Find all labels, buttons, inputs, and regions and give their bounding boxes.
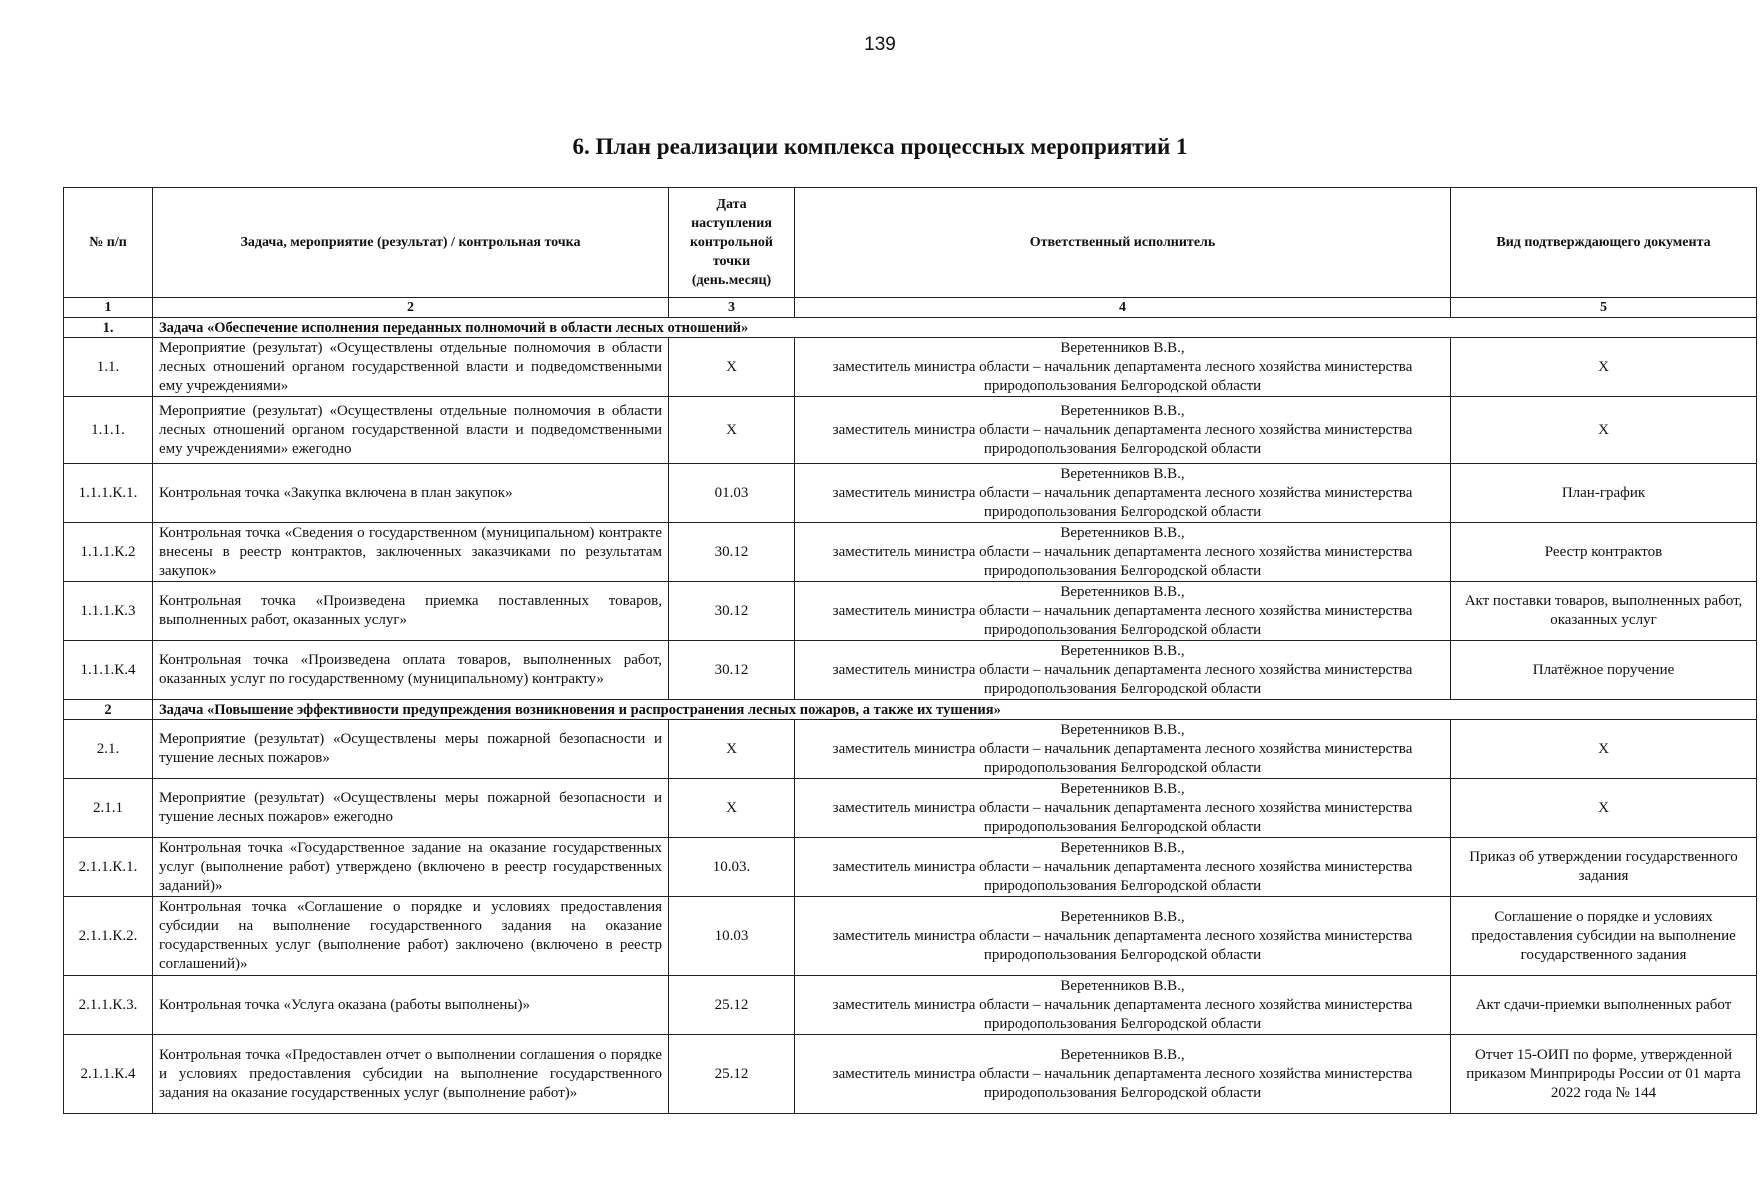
row-description: Контрольная точка «Услуга оказана (работы выполнены)» [153, 976, 669, 1035]
row-responsible [795, 838, 1451, 897]
table-row [64, 897, 1757, 976]
table-row [64, 641, 1757, 700]
row-number: 2.1.1.К.4 [64, 1035, 153, 1114]
row-number: 2.1.1.К.3. [64, 976, 153, 1035]
row-responsible [795, 464, 1451, 523]
header-task: Задача, мероприятие (результат) / контрольная точка [153, 188, 669, 298]
column-number: 5 [1451, 298, 1757, 318]
row-number: 1.1.1.К.2 [64, 523, 153, 582]
responsible-name: Веретенников В.В., [1060, 977, 1185, 994]
row-responsible [795, 976, 1451, 1035]
row-number: 1.1.1.К.1. [64, 464, 153, 523]
row-responsible [795, 338, 1451, 397]
table-row [64, 720, 1757, 779]
row-number: 2.1. [64, 720, 153, 779]
row-responsible [795, 523, 1451, 582]
task-row [64, 318, 1757, 338]
row-number: 2.1.1.К.2. [64, 897, 153, 976]
responsible-name: Веретенников В.В., [1060, 839, 1185, 856]
row-date: 01.03 [669, 464, 795, 523]
row-document: План-график [1451, 464, 1757, 523]
header-responsible: Ответственный исполнитель [795, 188, 1451, 298]
row-date: 25.12 [669, 1035, 795, 1114]
row-responsible [795, 779, 1451, 838]
responsible-name: Веретенников В.В., [1060, 524, 1185, 541]
row-description: Контрольная точка «Государственное задание на оказание государственных услуг (выполнение работ) утверждено (включено в реестр государственных заданий)» [153, 838, 669, 897]
row-date: 10.03. [669, 838, 795, 897]
table-row [64, 838, 1757, 897]
plan-table [63, 187, 1757, 1114]
row-number: 1.1. [64, 338, 153, 397]
row-responsible [795, 897, 1451, 976]
column-number-row [64, 298, 1757, 318]
row-date: 30.12 [669, 641, 795, 700]
row-date: 10.03 [669, 897, 795, 976]
table-row [64, 779, 1757, 838]
responsible-position: заместитель министра области – начальник департамента лесного хозяйства министерства природопользования Белгородской области [832, 543, 1413, 579]
row-document: Х [1451, 720, 1757, 779]
row-number: 2.1.1.К.1. [64, 838, 153, 897]
table-row [64, 1035, 1757, 1114]
header-date: Дата наступления контрольной точки (день.месяц) [669, 188, 795, 298]
plan-table-body [64, 318, 1757, 1114]
row-document: Отчет 15-ОИП по форме, утвержденной приказом Минприроды России от 01 марта 2022 года № 144 [1451, 1035, 1757, 1114]
responsible-position: заместитель министра области – начальник департамента лесного хозяйства министерства природопользования Белгородской области [832, 996, 1413, 1032]
row-description: Мероприятие (результат) «Осуществлены отдельные полномочия в области лесных отношений органом государственной власти и подведомственными ему учреждениями» [153, 338, 669, 397]
responsible-position: заместитель министра области – начальник департамента лесного хозяйства министерства природопользования Белгородской области [832, 661, 1413, 697]
responsible-name: Веретенников В.В., [1060, 402, 1185, 419]
responsible-position: заместитель министра области – начальник департамента лесного хозяйства министерства природопользования Белгородской области [832, 740, 1413, 776]
task-number: 1. [64, 318, 153, 338]
column-number: 2 [153, 298, 669, 318]
row-date: 30.12 [669, 582, 795, 641]
task-title: Задача «Обеспечение исполнения переданных полномочий в области лесных отношений» [153, 318, 1757, 338]
row-responsible [795, 397, 1451, 464]
row-date: Х [669, 397, 795, 464]
row-responsible [795, 720, 1451, 779]
table-row [64, 523, 1757, 582]
responsible-position: заместитель министра области – начальник департамента лесного хозяйства министерства природопользования Белгородской области [832, 858, 1413, 894]
task-title: Задача «Повышение эффективности предупреждения возникновения и распространения лесных пожаров, а также их тушения» [153, 700, 1757, 720]
row-description: Мероприятие (результат) «Осуществлены отдельные полномочия в области лесных отношений органом государственной власти и подведомственными ему учреждениями» ежегодно [153, 397, 669, 464]
responsible-name: Веретенников В.В., [1060, 465, 1185, 482]
responsible-position: заместитель министра области – начальник департамента лесного хозяйства министерства природопользования Белгородской области [832, 927, 1413, 963]
page-number: 139 [864, 34, 896, 55]
row-document: Приказ об утверждении государственного задания [1451, 838, 1757, 897]
row-number: 2.1.1 [64, 779, 153, 838]
row-document: Реестр контрактов [1451, 523, 1757, 582]
row-description: Контрольная точка «Произведена приемка поставленных товаров, выполненных работ, оказанных услуг» [153, 582, 669, 641]
row-date: Х [669, 338, 795, 397]
responsible-position: заместитель министра области – начальник департамента лесного хозяйства министерства природопользования Белгородской области [832, 484, 1413, 520]
row-document: Х [1451, 338, 1757, 397]
row-date: Х [669, 779, 795, 838]
row-document: Соглашение о порядке и условиях предоставления субсидии на выполнение государственного задания [1451, 897, 1757, 976]
table-row [64, 338, 1757, 397]
row-date: 25.12 [669, 976, 795, 1035]
responsible-position: заместитель министра области – начальник департамента лесного хозяйства министерства природопользования Белгородской области [832, 358, 1413, 394]
column-number: 3 [669, 298, 795, 318]
row-responsible [795, 582, 1451, 641]
column-number: 4 [795, 298, 1451, 318]
row-document: Акт поставки товаров, выполненных работ, оказанных услуг [1451, 582, 1757, 641]
responsible-position: заместитель министра области – начальник департамента лесного хозяйства министерства природопользования Белгородской области [832, 1065, 1413, 1101]
row-document: Акт сдачи-приемки выполненных работ [1451, 976, 1757, 1035]
responsible-name: Веретенников В.В., [1060, 721, 1185, 738]
responsible-position: заместитель министра области – начальник департамента лесного хозяйства министерства природопользования Белгородской области [832, 602, 1413, 638]
responsible-name: Веретенников В.В., [1060, 1046, 1185, 1063]
row-description: Контрольная точка «Предоставлен отчет о выполнении соглашения о порядке и условиях предоставления субсидии на выполнение государственного задания на оказание государственных услуг (выполнение работ)» [153, 1035, 669, 1114]
row-description: Контрольная точка «Закупка включена в план закупок» [153, 464, 669, 523]
table-row [64, 976, 1757, 1035]
row-date: 30.12 [669, 523, 795, 582]
header-doc: Вид подтверждающего документа [1451, 188, 1757, 298]
row-description: Мероприятие (результат) «Осуществлены меры пожарной безопасности и тушение лесных пожаров» ежегодно [153, 779, 669, 838]
row-document: Х [1451, 397, 1757, 464]
responsible-name: Веретенников В.В., [1060, 583, 1185, 600]
responsible-name: Веретенников В.В., [1060, 780, 1185, 797]
responsible-name: Веретенников В.В., [1060, 642, 1185, 659]
row-responsible [795, 641, 1451, 700]
row-description: Контрольная точка «Сведения о государственном (муниципальном) контракте внесены в реестр контрактов, заключенных заказчиками по результатам закупок» [153, 523, 669, 582]
row-number: 1.1.1. [64, 397, 153, 464]
row-description: Контрольная точка «Соглашение о порядке и условиях предоставления субсидии на выполнение государственного задания на оказание государственных услуг (выполнение работ) заключено (включено в реестр соглашений)» [153, 897, 669, 976]
row-document: Х [1451, 779, 1757, 838]
table-row [64, 464, 1757, 523]
task-number: 2 [64, 700, 153, 720]
row-date: Х [669, 720, 795, 779]
row-description: Мероприятие (результат) «Осуществлены меры пожарной безопасности и тушение лесных пожаров» [153, 720, 669, 779]
row-responsible [795, 1035, 1451, 1114]
responsible-position: заместитель министра области – начальник департамента лесного хозяйства министерства природопользования Белгородской области [832, 799, 1413, 835]
responsible-name: Веретенников В.В., [1060, 339, 1185, 356]
table-row [64, 582, 1757, 641]
responsible-position: заместитель министра области – начальник департамента лесного хозяйства министерства природопользования Белгородской области [832, 421, 1413, 457]
row-document: Платёжное поручение [1451, 641, 1757, 700]
table-header-row [64, 188, 1757, 298]
row-number: 1.1.1.К.4 [64, 641, 153, 700]
row-number: 1.1.1.К.3 [64, 582, 153, 641]
row-description: Контрольная точка «Произведена оплата товаров, выполненных работ, оказанных услуг по государственному (муниципальному) контракту» [153, 641, 669, 700]
page-title: 6. План реализации комплекса процессных мероприятий 1 [572, 134, 1188, 159]
task-row [64, 700, 1757, 720]
responsible-name: Веретенников В.В., [1060, 908, 1185, 925]
column-number: 1 [64, 298, 153, 318]
table-row [64, 397, 1757, 464]
header-num: № п/п [64, 188, 153, 298]
